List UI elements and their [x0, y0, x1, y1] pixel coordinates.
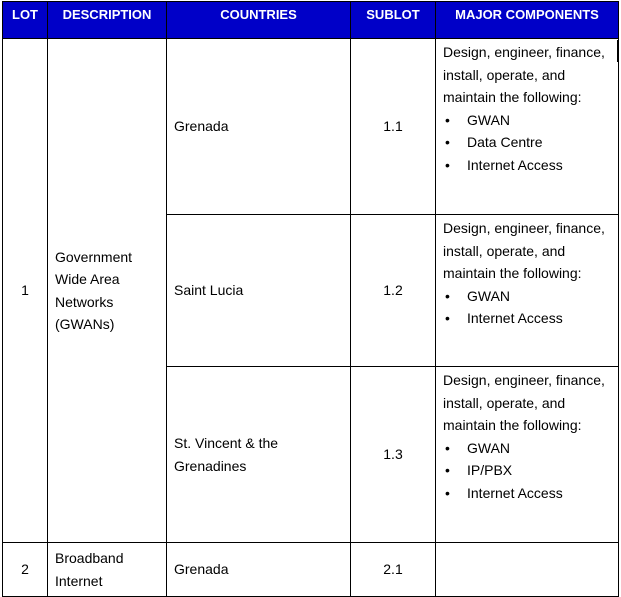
component-label: Data Centre	[467, 134, 543, 150]
components-list	[443, 285, 614, 330]
list-item	[443, 482, 614, 505]
component-label: GWAN	[467, 439, 511, 456]
list-item	[443, 131, 614, 154]
lot-description: Government Wide Area Networks (GWANs)	[48, 39, 167, 543]
header-countries: COUNTRIES	[167, 2, 351, 39]
list-item	[443, 459, 614, 482]
lots-table	[2, 1, 619, 597]
bullet-icon: •	[445, 439, 450, 456]
bullet-icon: •	[445, 462, 450, 478]
country-cell: Grenada	[167, 39, 351, 215]
components-cell	[436, 543, 619, 597]
header-lot: LOT	[3, 2, 48, 39]
bullet-icon: •	[445, 111, 450, 128]
components-intro: Design, engineer, finance, install, operate, and maintain the following:	[443, 44, 605, 105]
bullet-icon: •	[445, 134, 450, 150]
components-cell	[436, 215, 619, 367]
components-cell	[436, 39, 619, 215]
component-label: GWAN	[467, 111, 511, 128]
component-label: Internet Access	[467, 484, 563, 501]
header-sublot: SUBLOT	[351, 2, 436, 39]
component-label: Internet Access	[467, 156, 563, 173]
component-label: IP/PBX	[467, 462, 513, 478]
lot-description: Broadband Internet	[48, 543, 167, 597]
header-major-components: MAJOR COMPONENTS	[436, 2, 619, 39]
bullet-icon: •	[445, 310, 450, 326]
component-label: GWAN	[467, 287, 511, 304]
list-item	[443, 307, 614, 330]
country-cell: Saint Lucia	[167, 215, 351, 367]
list-item	[443, 154, 614, 177]
components-intro: Design, engineer, finance, install, operate, and maintain the following:	[443, 220, 605, 281]
list-item	[443, 285, 614, 308]
component-label: Internet Access	[467, 310, 563, 326]
country-cell: St. Vincent & the Grenadines	[167, 367, 351, 543]
sublot-cell: 1.2	[351, 215, 436, 367]
components-intro: Design, engineer, finance, install, operate, and maintain the following:	[443, 372, 605, 433]
list-item	[443, 109, 614, 132]
country-cell: Grenada	[167, 543, 351, 597]
components-cell	[436, 367, 619, 543]
components-list	[443, 437, 614, 505]
bullet-icon: •	[445, 156, 450, 173]
bullet-icon: •	[445, 484, 450, 501]
sublot-cell: 1.1	[351, 39, 436, 215]
table-row	[3, 543, 619, 597]
list-item	[443, 437, 614, 460]
lot-number: 2	[3, 543, 48, 597]
bullet-icon: •	[445, 287, 450, 304]
table-row	[3, 39, 619, 215]
lot-number: 1	[3, 39, 48, 543]
components-list	[443, 109, 614, 177]
sublot-cell: 1.3	[351, 367, 436, 543]
header-row	[3, 2, 619, 39]
sublot-cell: 2.1	[351, 543, 436, 597]
header-description: DESCRIPTION	[48, 2, 167, 39]
